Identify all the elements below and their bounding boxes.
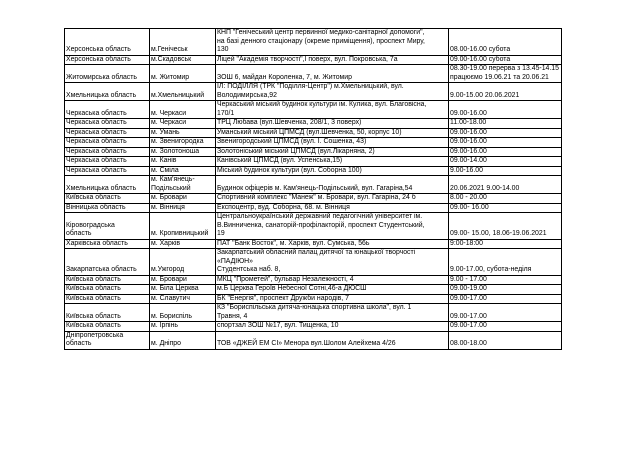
hours-cell: 09.00-19.00 bbox=[449, 285, 562, 295]
city-cell: м. Бровари bbox=[150, 275, 216, 285]
hours-cell: 09.00-16.00 bbox=[449, 138, 562, 148]
hours-cell: 09.00-17.00 bbox=[449, 294, 562, 304]
vaccination-points-table bbox=[64, 28, 562, 350]
table-row bbox=[65, 65, 562, 83]
city-cell: м. Житомир bbox=[150, 65, 216, 83]
address-cell: КЗ "Бориспільська дитяча-юнацька спортивна школа", вул. 1 Травня, 4 bbox=[216, 304, 449, 322]
region-cell: Київська область bbox=[65, 294, 150, 304]
hours-cell: 09.00- 16.00 bbox=[449, 203, 562, 213]
table-row bbox=[65, 213, 562, 240]
hours-cell: 08.30-19.00 перерва з 13.45-14.15 працюємо 19.06.21 та 20.06.21 bbox=[449, 65, 562, 83]
table-row bbox=[65, 119, 562, 129]
table-row bbox=[65, 166, 562, 176]
region-cell: Закарпатська область bbox=[65, 249, 150, 276]
region-cell: Дніпропетровська область bbox=[65, 331, 150, 349]
table-row bbox=[65, 83, 562, 101]
address-cell: ІЛ: ПОДІЛЛЯ (ТРК "Поділля-Центр") м.Хмельницький, вул. Володимирська,92 bbox=[216, 83, 449, 101]
region-cell: Черкаська область bbox=[65, 101, 150, 119]
table-row bbox=[65, 331, 562, 349]
address-cell: Будинок офіцерів м. Кам'янець-Подільський, вул. Гагаріна,54 bbox=[216, 176, 449, 194]
city-cell: м. Черкаси bbox=[150, 101, 216, 119]
city-cell: м.Генічеськ bbox=[150, 29, 216, 56]
city-cell: м. Умань bbox=[150, 128, 216, 138]
table-row bbox=[65, 101, 562, 119]
address-cell: Експоцентр, вуд. Соборна, 68. м. Вінниця bbox=[216, 203, 449, 213]
region-cell: Київська область bbox=[65, 322, 150, 332]
hours-cell: 9.00-17.00, субота-неділя bbox=[449, 249, 562, 276]
region-cell: Київська область bbox=[65, 194, 150, 204]
region-cell: Кіровоградська область bbox=[65, 213, 150, 240]
table-row bbox=[65, 138, 562, 148]
city-cell: м. Дніпро bbox=[150, 331, 216, 349]
address-cell: Золотоніський міський ЦПМСД (вул.Лікарняна, 2) bbox=[216, 147, 449, 157]
address-cell: ТРЦ Любава (вул.Шевченка, 208/1, 3 поверх) bbox=[216, 119, 449, 129]
city-cell: м. Бровари bbox=[150, 194, 216, 204]
address-cell: Ліцей "Академія творчості",І поверх, вул. Покровська, 7а bbox=[216, 55, 449, 65]
hours-cell: 9:00-18:00 bbox=[449, 239, 562, 249]
hours-cell: 9.00 - 17.00 bbox=[449, 275, 562, 285]
hours-cell: 09.00- 15.00, 18.06-19.06.2021 bbox=[449, 213, 562, 240]
table-row bbox=[65, 249, 562, 276]
table-row bbox=[65, 294, 562, 304]
region-cell: Черкаська область bbox=[65, 147, 150, 157]
table-body bbox=[65, 29, 562, 350]
region-cell: Київська область bbox=[65, 304, 150, 322]
city-cell: м. Канів bbox=[150, 157, 216, 167]
city-cell: м. Славутич bbox=[150, 294, 216, 304]
address-cell: КНП "Генічеський центр первинної медико-санітарної допомоги", на базі денного стаціонару (окреме приміщення), проспект Миру, 130 bbox=[216, 29, 449, 56]
region-cell: Черкаська область bbox=[65, 157, 150, 167]
city-cell: м.Ужгород bbox=[150, 249, 216, 276]
city-cell: м. Сміла bbox=[150, 166, 216, 176]
hours-cell: 09.00-16.00 bbox=[449, 128, 562, 138]
table-row bbox=[65, 322, 562, 332]
table-row bbox=[65, 275, 562, 285]
hours-cell: 11.00-18.00 bbox=[449, 119, 562, 129]
city-cell: м.Хмельницький bbox=[150, 83, 216, 101]
table-row bbox=[65, 147, 562, 157]
table-row bbox=[65, 285, 562, 295]
address-cell: БК "Енергія", проспект Дружби народів, 7 bbox=[216, 294, 449, 304]
hours-cell: 9.00-16.00 bbox=[449, 166, 562, 176]
city-cell: м.Скадовськ bbox=[150, 55, 216, 65]
hours-cell: 09.00-16.00 bbox=[449, 147, 562, 157]
city-cell: м. Звенигородка bbox=[150, 138, 216, 148]
address-cell: ЗОШ 6, майдан Короленка, 7, м. Житомир bbox=[216, 65, 449, 83]
region-cell: Хмельницька область bbox=[65, 83, 150, 101]
hours-cell: 08.00-16.00 субота bbox=[449, 29, 562, 56]
address-cell: Міський будинок культури (вул. Соборна 100) bbox=[216, 166, 449, 176]
region-cell: Черкаська область bbox=[65, 138, 150, 148]
city-cell: м. Харків bbox=[150, 239, 216, 249]
region-cell: Черкаська область bbox=[65, 128, 150, 138]
hours-cell: 09.00-17.00 bbox=[449, 304, 562, 322]
city-cell: м. Вінниця bbox=[150, 203, 216, 213]
address-cell: Черкаський міський будинок культури ім. Кулика, вул. Благовісна, 170/1 bbox=[216, 101, 449, 119]
region-cell: Київська область bbox=[65, 275, 150, 285]
address-cell: Центральноукраїнський державний педагогічний університет ім. В.Винниченка, санаторій-профілакторій, проспект Студентський, 19 bbox=[216, 213, 449, 240]
address-cell: Звенигородський ЦПМСД (вул. І. Сошенка, 43) bbox=[216, 138, 449, 148]
city-cell: м. Кам'янець- Подільський bbox=[150, 176, 216, 194]
address-cell: спортзал ЗОШ №17, вул. Тищенка, 10 bbox=[216, 322, 449, 332]
region-cell: Херсонська область bbox=[65, 55, 150, 65]
hours-cell: 08.00-18.00 bbox=[449, 331, 562, 349]
region-cell: Київська область bbox=[65, 285, 150, 295]
address-cell: МКЦ "Прометей", бульвар Незалежності, 4 bbox=[216, 275, 449, 285]
hours-cell: 09.00-16.00 субота bbox=[449, 55, 562, 65]
address-cell: Закарпатський обласний палац дитячої та юнацької творчості «ПАДІЮН» Студентська наб. 8, bbox=[216, 249, 449, 276]
address-cell: ТОВ «ДЖЕЙ ЕМ СІ» Менора вул.Шолом Алейхема 4/26 bbox=[216, 331, 449, 349]
city-cell: м. Ірпінь bbox=[150, 322, 216, 332]
region-cell: Черкаська область bbox=[65, 166, 150, 176]
city-cell: м. Біла Церква bbox=[150, 285, 216, 295]
city-cell: м. Бориспіль bbox=[150, 304, 216, 322]
region-cell: Черкаська область bbox=[65, 119, 150, 129]
table-row bbox=[65, 203, 562, 213]
region-cell: Хмельницька область bbox=[65, 176, 150, 194]
address-cell: Уманський міський ЦПМСД (вул.Шевченка, 50, корпус 10) bbox=[216, 128, 449, 138]
hours-cell: 09.00-17.00 bbox=[449, 322, 562, 332]
table-row bbox=[65, 29, 562, 56]
hours-cell: 8.00 - 20.00 bbox=[449, 194, 562, 204]
address-cell: Спортивний комплекс "Манеж" м. Бровари, вул. Гагаріна, 24 б bbox=[216, 194, 449, 204]
region-cell: Харківська область bbox=[65, 239, 150, 249]
table-row bbox=[65, 55, 562, 65]
table-row bbox=[65, 157, 562, 167]
region-cell: Житомирська область bbox=[65, 65, 150, 83]
region-cell: Херсонська область bbox=[65, 29, 150, 56]
hours-cell: 9.00-15.00 20.06.2021 bbox=[449, 83, 562, 101]
table-row bbox=[65, 239, 562, 249]
address-cell: ПАТ "Банк Восток", м. Харків, вул. Сумська, 56ь bbox=[216, 239, 449, 249]
table-row bbox=[65, 176, 562, 194]
table-row bbox=[65, 304, 562, 322]
table-row bbox=[65, 194, 562, 204]
city-cell: м. Кропивницький bbox=[150, 213, 216, 240]
region-cell: Вінницька область bbox=[65, 203, 150, 213]
address-cell: Канівський ЦПМСД (вул. Успенська,15) bbox=[216, 157, 449, 167]
hours-cell: 20.06.2021 9.00-14.00 bbox=[449, 176, 562, 194]
city-cell: м. Золотоноша bbox=[150, 147, 216, 157]
city-cell: м. Черкаси bbox=[150, 119, 216, 129]
table-row bbox=[65, 128, 562, 138]
hours-cell: 09.00-14.00 bbox=[449, 157, 562, 167]
address-cell: м.Б Церква Героїв Небесної Сотні,46-а ДЮСШ bbox=[216, 285, 449, 295]
hours-cell: 09.00-16.00 bbox=[449, 101, 562, 119]
